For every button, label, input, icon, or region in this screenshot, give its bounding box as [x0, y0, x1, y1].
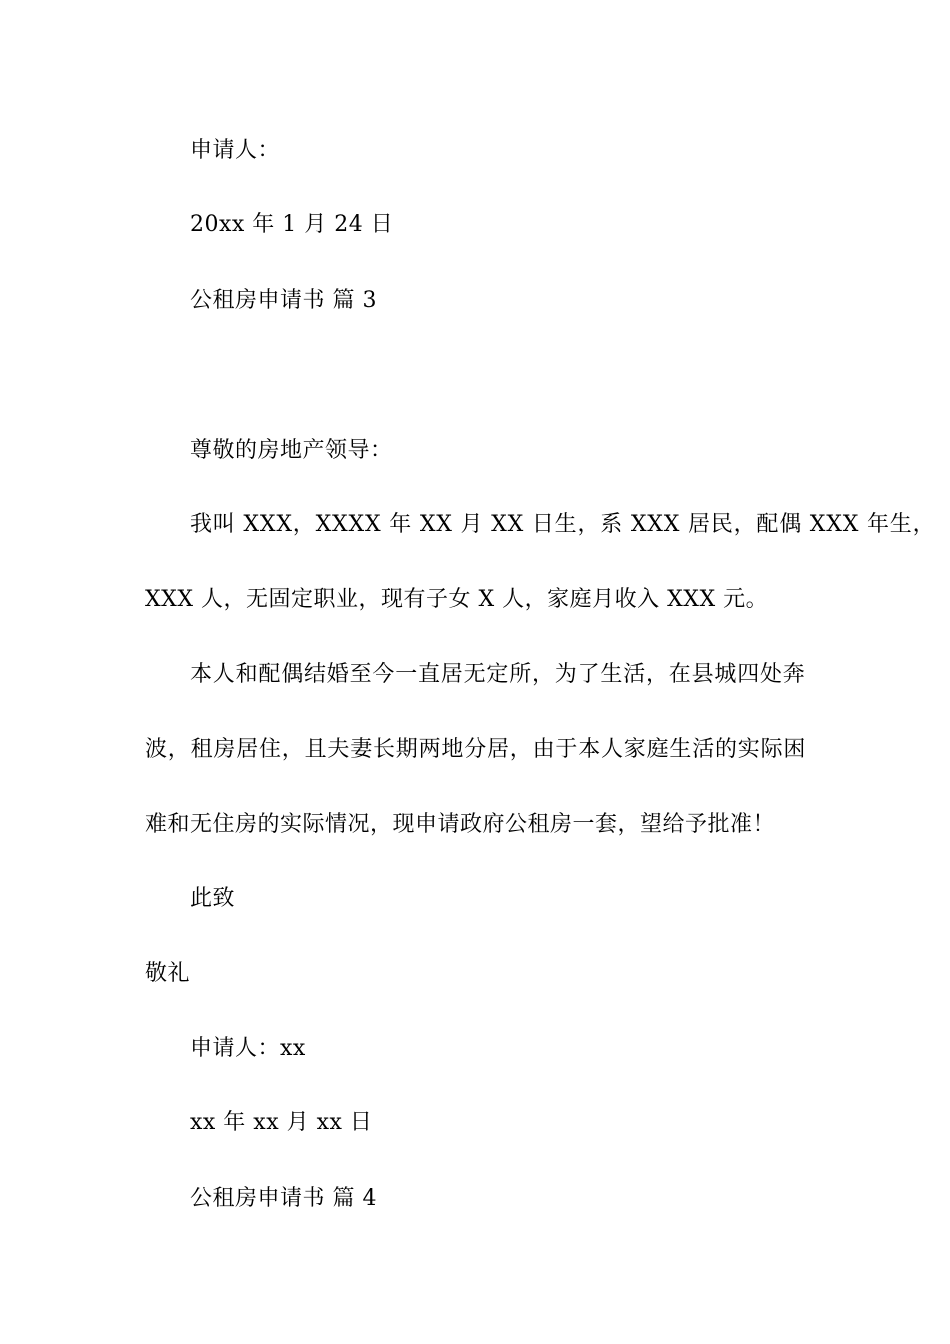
- body-paragraph-2-line-3: 难和无住房的实际情况，现申请政府公租房一套，望给予批准！: [145, 812, 776, 837]
- body-paragraph-2-line-1: 本人和配偶结婚至今一直居无定所，为了生活，在县城四处奔: [190, 662, 806, 687]
- body-paragraph-2-line-2: 波，租房居住，且夫妻长期两地分居，由于本人家庭生活的实际困: [145, 737, 807, 762]
- signature-applicant: 申请人：xx: [190, 1036, 306, 1061]
- closing-cizhi: 此致: [190, 886, 236, 911]
- section-heading-4: 公租房申请书 篇 4: [190, 1186, 377, 1211]
- applicant-label-line: 申请人：: [190, 138, 281, 163]
- salutation: 尊敬的房地产领导：: [190, 438, 393, 463]
- body-paragraph-1-line-1: 我叫 XXX，XXXX 年 XX 月 XX 日生，系 XXX 居民，配偶 XXX 年生，: [190, 512, 936, 537]
- closing-jingli: 敬礼: [145, 961, 191, 986]
- date-line: 20xx 年 1 月 24 日: [190, 212, 394, 237]
- signature-date: xx 年 xx 月 xx 日: [190, 1110, 373, 1135]
- section-heading-3: 公租房申请书 篇 3: [190, 288, 377, 313]
- body-paragraph-1-line-2: XXX 人，无固定职业，现有子女 X 人，家庭月收入 XXX 元。: [145, 587, 769, 612]
